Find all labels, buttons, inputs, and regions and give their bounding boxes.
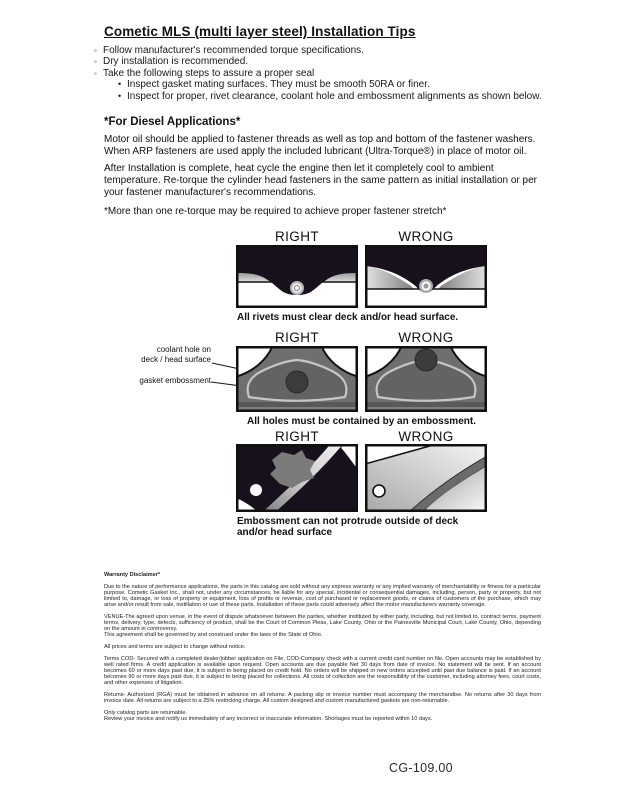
warranty-paragraph: All prices and terms are subject to change without notice.	[104, 644, 246, 650]
warranty-paragraph: Terms COD- Secured with a completed dealer/jobber application on File, COD-Company check with a current credit card number on file. Open accounts may be established by well rated firms. A credit application is available upon request. Open accounts are due payable Net 30 days from date of invoice. No statement will be sent. If an account becomes 60 or more days past due, it is subject to being placed on credit hold. No orders will be shipped or new orders accepted until past due balance is paid. If an account becomes 90 or more days past due, it is subject to being placed for collections. All costs of collection are the responsibility of the customer, including attorney fees, court costs, and other expenses of litigation.	[104, 656, 541, 686]
bullet-icon: ◦	[94, 68, 97, 78]
embossment-right-diagram	[236, 444, 358, 512]
right-label-row2: RIGHT	[275, 330, 319, 345]
rivet-right-diagram	[236, 245, 358, 308]
warranty-paragraph: VENUE-The agreed upon venue, in the event of dispute whatsoever between the parties, whether instituted by either party, including, but not limited to, contract terms, payment terms, delivery, type, defects, sufficiency of product, shall be the Court of Common Pleas, Lake County, Ohio or the Painesville Municipal Court, Lake County, Ohio, depending on the amount in controversy.	[104, 614, 541, 632]
tip-item	[94, 45, 542, 56]
rivet-wrong-diagram	[365, 245, 487, 308]
row3-caption-line1: Embossment can not protrude outside of deck	[237, 516, 459, 527]
tip-text: Inspect for proper, rivet clearance, coolant hole and embossment alignments as shown below.	[127, 90, 542, 102]
tip-text: Follow manufacturer's recommended torque specifications.	[103, 45, 364, 56]
tip-item	[94, 68, 542, 79]
warranty-paragraph: Returns- Authorized (RGA) must be obtained in advance on all returns. A packing slip or invoice number must accompany the merchandise. No returns after 30 days from invoice date. All returns are subject to a 25% restocking charge. All custom designed and custom manufactured gaskets are non-returnable.	[104, 692, 541, 704]
coolant-hole-callout-line1: coolant hole on	[156, 345, 211, 354]
row3-caption-line2: and/or head surface	[237, 527, 333, 538]
warranty-paragraph: Only catalog parts are returnable.	[104, 710, 188, 716]
tip-text: Take the following steps to assure a proper seal	[103, 67, 315, 79]
tip-text: Inspect gasket mating surfaces. They must be smooth 50RA or finer.	[127, 79, 430, 91]
tip-item	[94, 56, 542, 67]
diesel-section-heading: *For Diesel Applications*	[104, 116, 241, 128]
retorque-note: *More than one re-torque may be required to achieve proper fastener stretch*	[104, 206, 447, 217]
right-label-row1: RIGHT	[275, 229, 319, 244]
coolant-hole-wrong-diagram	[365, 346, 487, 412]
embossment-wrong-diagram	[365, 444, 487, 512]
diesel-paragraph-1: Motor oil should be applied to fastener threads as well as top and bottom of the fastener washers. When ARP fasteners are used apply the included lubricant (Ultra-Torque®) in place of motor oil.	[104, 134, 536, 157]
right-label-row3: RIGHT	[275, 429, 319, 444]
warranty-disclaimer-section	[104, 572, 541, 722]
row3-caption	[237, 516, 458, 538]
bullet-icon: ◦	[94, 57, 97, 67]
page-number: CG-109.00	[389, 761, 453, 775]
sub-bullet-icon: •	[118, 79, 122, 90]
gasket-embossment-callout: gasket embossment	[139, 376, 211, 385]
wrong-label-row2: WRONG	[398, 330, 454, 345]
coolant-hole-right-diagram	[236, 346, 358, 412]
diesel-paragraph-2: After Installation is complete, heat cycle the engine then let it completely cool to ambient temperature. Re-torque the cylinder head fasteners in the same pattern as initial installation or per your fastener manufacturer's recommendations.	[104, 163, 538, 198]
wrong-label-row1: WRONG	[398, 229, 454, 244]
tip-sub-item	[94, 91, 542, 102]
bullet-icon: ◦	[94, 46, 97, 55]
row2-caption: All holes must be contained by an embossment.	[247, 416, 476, 427]
row1-caption: All rivets must clear deck and/or head surface.	[237, 312, 459, 323]
coolant-hole-callout-line2: deck / head surface	[141, 355, 211, 364]
warranty-heading: Warranty Disclaimer*	[104, 572, 161, 578]
sub-bullet-icon: •	[118, 90, 122, 101]
tip-text: Dry installation is recommended.	[103, 56, 249, 68]
warranty-paragraph: Due to the nature of performance applications, the parts in this catalog are sold without any express warranty or any implied warranty of merchantability or fitness for a particular purpose. Cometic Gasket Inc., shall not, under any circumstances, be liable for any special, incidental or consequential damages, including, person, party or property, but not limited to, damage, or loss of property or equipment, loss of profits or revenue, cost of purchased or replacement goods, or claims of customers of the purchase, which may arise and/or result from sale, instillation or use of these parts. Installation of these parts could adversely affect the motor manufacturers warranty coverage.	[104, 584, 541, 608]
tip-sub-item	[94, 79, 542, 90]
warranty-paragraph: This agreement shall be governed by and construed under the laws of the State of Ohio.	[104, 632, 323, 638]
warranty-paragraph: Review your invoice and notify us immediately of any incorrect or inaccurate information. Shortages must be reported within 10 days.	[104, 716, 433, 722]
wrong-label-row3: WRONG	[398, 429, 454, 444]
installation-tips-list	[94, 45, 542, 102]
page-title: Cometic MLS (multi layer steel) Installation Tips	[104, 24, 416, 39]
